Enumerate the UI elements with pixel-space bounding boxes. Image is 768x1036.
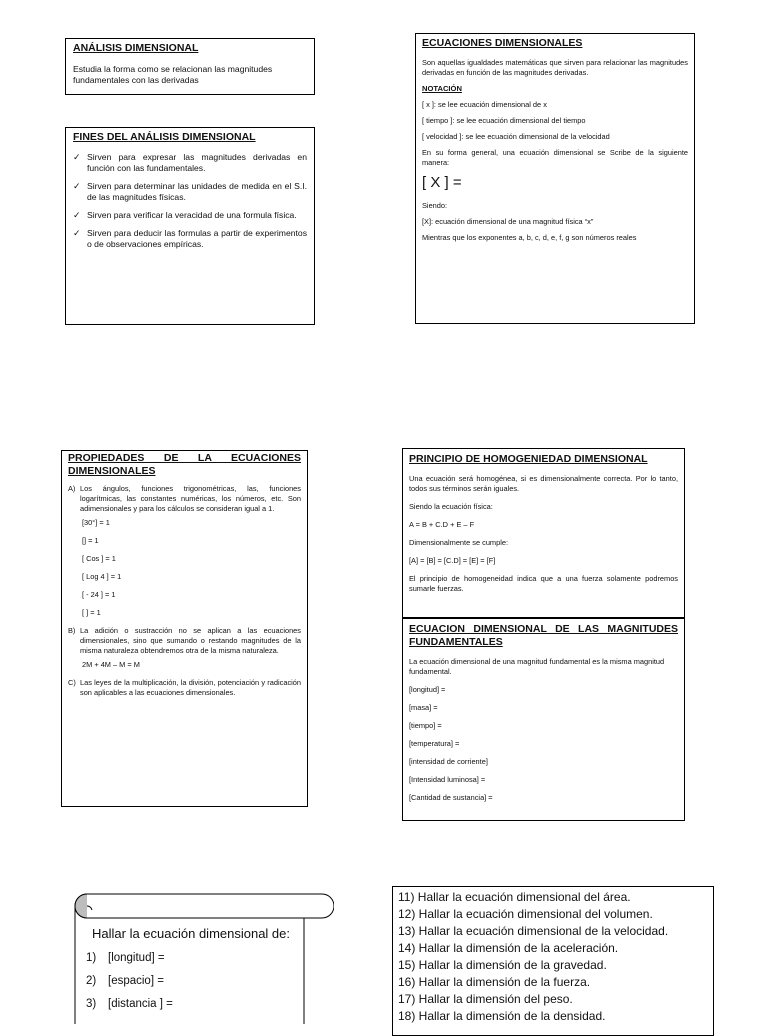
- item-label: B): [68, 626, 76, 635]
- checkmark-icon: ✓: [73, 210, 81, 220]
- list-item: [86, 974, 302, 989]
- magnitude-item: [Intensidad luminosa] =: [409, 775, 486, 784]
- exercise-item: 16) Hallar la dimensión de la fuerza.: [398, 975, 591, 989]
- example: 2M + 4M – M = M: [82, 660, 140, 669]
- exercise-item: 18) Hallar la dimensión de la densidad.: [398, 1009, 606, 1023]
- item-text: [distancia ] =: [108, 998, 173, 1010]
- dims-equation: [A] = [B] = [C.D] = [E] = [F]: [409, 556, 496, 565]
- list-item-text: Sirven para verificar la veracidad de una formula física.: [87, 210, 297, 220]
- list-item: [73, 152, 307, 174]
- exercise-list-box: [392, 886, 714, 1036]
- analisis-dimensional-box: [65, 38, 315, 95]
- box-title: ECUACIONES DIMENSIONALES: [422, 37, 583, 49]
- list-item: [73, 210, 307, 221]
- notation-line: [ x ]: se lee ecuación dimensional de x: [422, 100, 547, 109]
- definition-text: [X]: ecuación dimensional de una magnitud física “x”: [422, 217, 594, 226]
- closing-text: El principio de homogeneidad indica que a una fuerza solamente podremos sumarle fuerzas.: [409, 574, 678, 593]
- item-number: 1): [86, 952, 97, 964]
- item-text: La adición o sustracción no se aplican a las ecuaciones dimensionales, sino que sumando o restando magnitudes de la misma naturaleza obtendremos otra de la misma naturaleza.: [80, 626, 301, 655]
- siendo-text: Siendo:: [422, 201, 448, 210]
- magnitude-item: [temperatura] =: [409, 739, 460, 748]
- example: [30°] = 1: [82, 518, 110, 527]
- magnitude-item: [masa] =: [409, 703, 438, 712]
- item-text: Las leyes de la multiplicación, la división, potenciación y radicación son aplicables a las ecuaciones dimensionales.: [80, 678, 301, 697]
- scroll-heading: Hallar la ecuación dimensional de:: [92, 926, 291, 941]
- box-title-continued: DIMENSIONALES: [68, 465, 156, 477]
- cumple-text: Dimensionalmente se cumple:: [409, 538, 508, 547]
- homogeneidad-box: [402, 448, 685, 618]
- fundamentales-box: [402, 618, 685, 821]
- exercise-item: 12) Hallar la ecuación dimensional del volumen.: [398, 907, 653, 921]
- box-title: PROPIEDADES DE LA ECUACIONES: [68, 452, 301, 464]
- example: [ Log 4 ] = 1: [82, 572, 122, 581]
- fines-box: [65, 127, 315, 325]
- item-text: Los ángulos, funciones trigonométricas, las, funciones logarítmicas, las constantes numéricas, los números, etc. Son adimensionales y para los cálculos se consideran igual a 1.: [80, 484, 301, 513]
- item-text: [longitud] =: [108, 952, 165, 964]
- box-title: PRINCIPIO DE HOMOGENIEDAD DIMENSIONAL: [409, 453, 648, 465]
- equation: A = B + C.D + E – F: [409, 520, 475, 529]
- notation-line: [ velocidad ]: se lee ecuación dimensional de la velocidad: [422, 132, 610, 141]
- general-text: En su forma general, una ecuación dimensional se Scribe de la siguiente manera:: [422, 148, 688, 167]
- intro-text: La ecuación dimensional de una magnitud fundamental es la misma magnitud fundamental.: [409, 657, 665, 676]
- box-title: FINES DEL ANÁLISIS DIMENSIONAL: [73, 131, 256, 143]
- example: [ ] = 1: [82, 608, 101, 617]
- exercise-item: 11) Hallar la ecuación dimensional del área.: [398, 890, 631, 904]
- exercise-item: 17) Hallar la dimensión del peso.: [398, 992, 573, 1006]
- property-a: [68, 484, 301, 514]
- item-text: [espacio] =: [108, 975, 164, 987]
- list-item-text: Sirven para deducir las formulas a partir de experimentos o de observaciones empíricas.: [87, 228, 307, 249]
- box-text: Estudia la forma como se relacionan las magnitudes fundamentales con las derivadas: [73, 64, 273, 85]
- list-item: [73, 228, 307, 250]
- exercise-item: 13) Hallar la ecuación dimensional de la velocidad.: [398, 924, 669, 938]
- list-item: [86, 997, 302, 1012]
- exponents-text: Mientras que los exponentes a, b, c, d, e, f, g son números reales: [422, 233, 637, 242]
- notation-line: [ tiempo ]: se lee ecuación dimensional del tiempo: [422, 116, 586, 125]
- examples-list: [68, 518, 301, 618]
- box-title: ECUACION DIMENSIONAL DE LAS MAGNITUDES: [409, 623, 678, 635]
- box-title: ANÁLISIS DIMENSIONAL: [73, 42, 199, 54]
- box-title-continued: FUNDAMENTALES: [409, 636, 503, 648]
- item-label: C): [68, 678, 76, 687]
- magnitude-item: [tiempo] =: [409, 721, 442, 730]
- intro-text: Una ecuación será homogénea, si es dimensionalmente correcta. Por lo tanto, todos sus términos serán iguales.: [409, 474, 678, 493]
- list-item-text: Sirven para expresar las magnitudes derivadas en función con las fundamentales.: [87, 152, 307, 173]
- magnitude-item: [longitud] =: [409, 685, 446, 694]
- scroll-body: [86, 926, 302, 1020]
- checkmark-icon: ✓: [73, 152, 81, 162]
- intro-text: Son aquellas igualdades matemáticas que sirven para relacionar las magnitudes derivadas en función de las magnitudes derivadas.: [422, 58, 688, 77]
- propiedades-box: [61, 450, 308, 807]
- magnitude-item: [Cantidad de sustancia] =: [409, 793, 493, 802]
- formula: [ X ] =: [422, 174, 462, 191]
- exercise-item: 14) Hallar la dimensión de la aceleración.: [398, 941, 619, 955]
- item-label: A): [68, 484, 76, 493]
- property-c: [68, 678, 301, 698]
- list-item: [73, 181, 307, 203]
- ecuaciones-box: [415, 33, 695, 324]
- property-b: [68, 626, 301, 656]
- list-item: [86, 951, 302, 966]
- checkmark-icon: ✓: [73, 181, 81, 191]
- exercise-item: 15) Hallar la dimensión de la gravedad.: [398, 958, 607, 972]
- item-number: 3): [86, 998, 97, 1010]
- siendo-text: Siendo la ecuación física:: [409, 502, 493, 511]
- scroll-exercise-box: [72, 886, 334, 1024]
- list-item-text: Sirven para determinar las unidades de medida en el S.I. de las magnitudes físicas.: [87, 181, 307, 202]
- example: [ Cos ] = 1: [82, 554, 116, 563]
- example: [] = 1: [82, 536, 99, 545]
- examples-list: [68, 660, 301, 670]
- magnitude-item: [intensidad de corriente]: [409, 757, 488, 766]
- notation-heading: NOTACIÓN: [422, 84, 462, 93]
- example: [ - 24 ] = 1: [82, 590, 116, 599]
- item-number: 2): [86, 975, 97, 987]
- checkmark-icon: ✓: [73, 228, 81, 238]
